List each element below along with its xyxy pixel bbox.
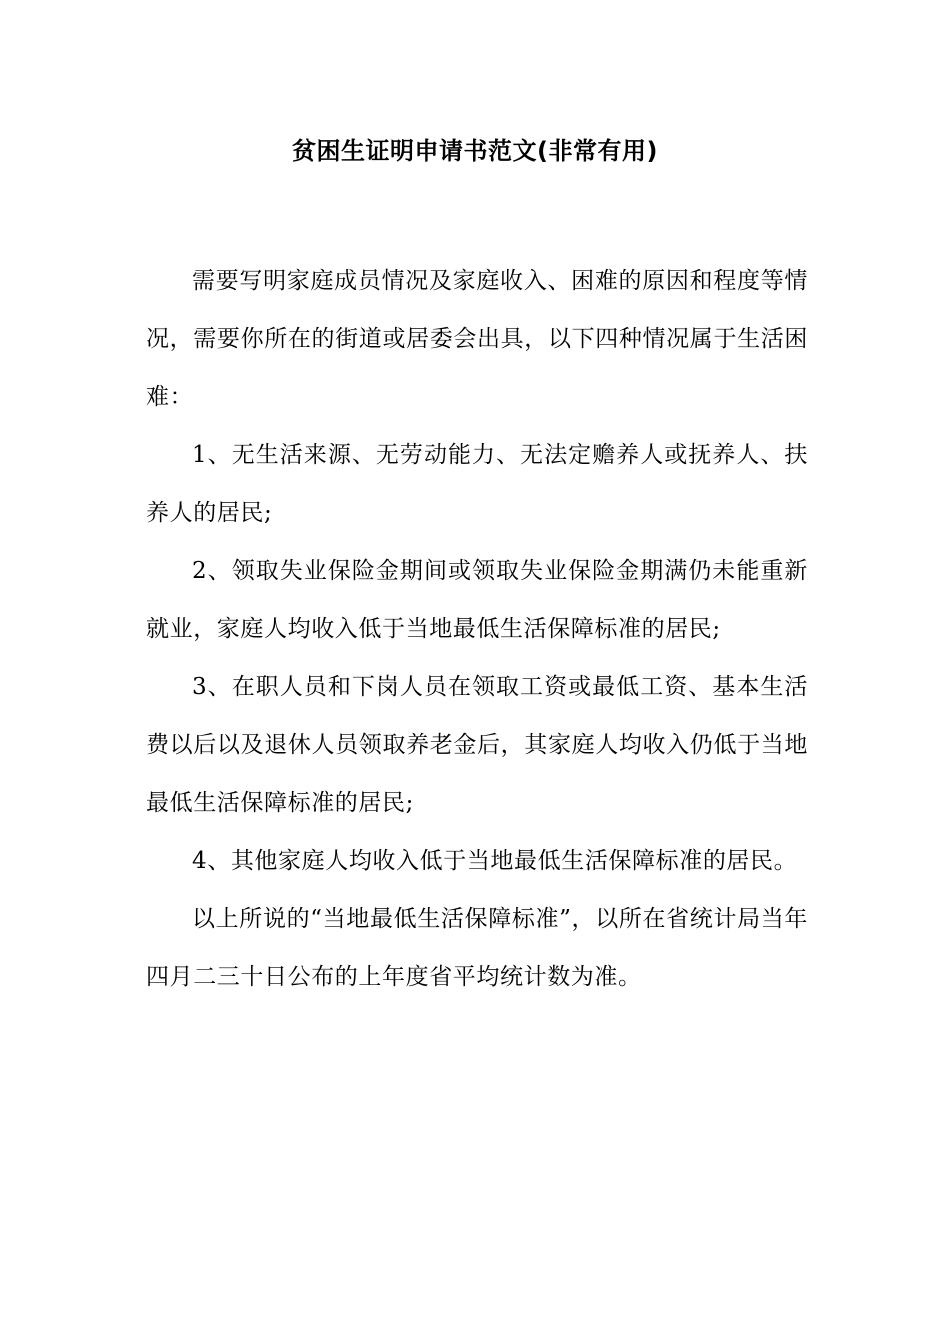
document-body: [146, 252, 808, 1006]
standard-note-paragraph: 以上所说的“当地最低生活保障标准”，以所在省统计局当年四月二三十日公布的上年度省平均统计数为准。: [146, 906, 808, 990]
condition-item-4: 4、其他家庭人均收入低于当地最低生活保障标准的居民。: [192, 848, 798, 874]
condition-item-3: 3、在职人员和下岗人员在领取工资或最低工资、基本生活费以后以及退休人员领取养老金后，其家庭人均收入仍低于当地最低生活保障标准的居民;: [146, 674, 808, 816]
condition-item-1: 1、无生活来源、无劳动能力、无法定赡养人或抚养人、扶养人的居民;: [146, 442, 808, 526]
document-title: 贫困生证明申请书范文(非常有用): [292, 137, 658, 165]
condition-item-2: 2、领取失业保险金期间或领取失业保险金期满仍未能重新就业，家庭人均收入低于当地最低生活保障标准的居民;: [146, 558, 808, 642]
intro-paragraph: 需要写明家庭成员情况及家庭收入、困难的原因和程度等情况，需要你所在的街道或居委会出具，以下四种情况属于生活困难：: [146, 268, 808, 410]
